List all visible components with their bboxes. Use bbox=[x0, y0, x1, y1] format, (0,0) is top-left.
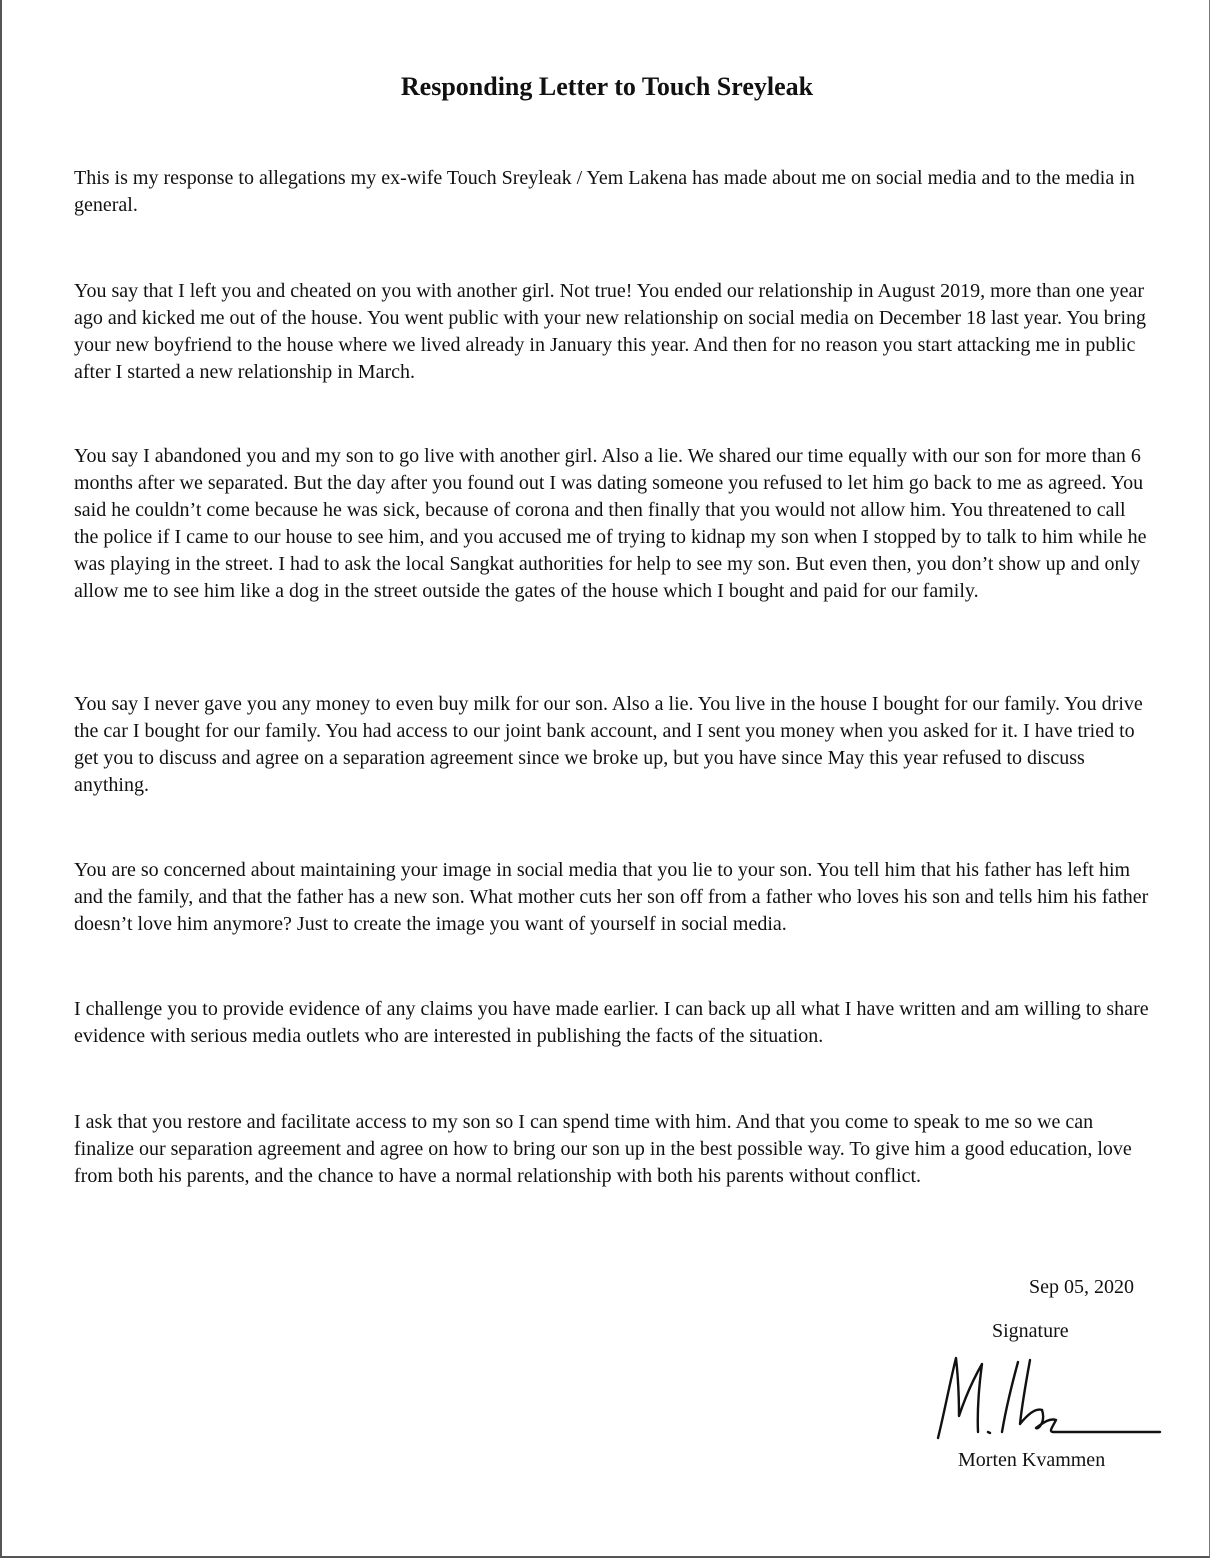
paragraph-abandonment-claim: You say I abandoned you and my son to go live with another girl. Also a lie. We shared our time equally with our son for more than 6 months after we separated. But the day after you found out I was dating someone you refused to let him go back to me as agreed. You said he couldn’t come because he was sick, because of corona and then finally that you would not allow him. You threatened to call the police if I came to our house to see him, and you accused me of trying to kidnap my son when I stopped by to talk to him while he was playing in the street. I had to ask the local Sangkat authorities for help to see my son. But even then, you don’t show up and only allow me to see him like a dog in the street outside the gates of the house which I bought and paid for our family. bbox=[74, 445, 1147, 602]
paragraph-intro: This is my response to allegations my ex-wife Touch Sreyleak / Yem Lakena has made about me on social media and to the media in general. bbox=[74, 167, 1135, 216]
paragraph-request: I ask that you restore and facilitate access to my son so I can spend time with him. And that you come to speak to me so we can finalize our separation agreement and agree on how to bring our son up in the best possible way. To give him a good education, love from both his parents, and the chance to have a normal relationship with both his parents without conflict. bbox=[74, 1111, 1132, 1187]
handwritten-signature bbox=[932, 1352, 1167, 1444]
paragraph-cheating-claim: You say that I left you and cheated on you with another girl. Not true! You ended our relationship in August 2019, more than one year ago and kicked me out of the house. You went public with your new relationship on social media on December 18 last year. You bring your new boyfriend to the house where we lived already in January this year. And then for no reason you start attacking me in public after I started a new relationship in March. bbox=[74, 280, 1147, 383]
letter-date: Sep 05, 2020 bbox=[1029, 1276, 1134, 1298]
signer-name: Morten Kvammen bbox=[958, 1449, 1106, 1471]
paragraph-evidence-challenge: I challenge you to provide evidence of any claims you have made earlier. I can back up all what I have written and am willing to share evidence with serious media outlets who are interested in publishing the facts of the situation. bbox=[74, 998, 1149, 1047]
signature-label: Signature bbox=[992, 1320, 1069, 1342]
paragraph-image-concern: You are so concerned about maintaining your image in social media that you lie to your son. You tell him that his father has left him and the family, and that the father has a new son. What mother cuts her son off from a father who loves his son and tells him his father doesn’t love him anymore? Just to create the image you want of yourself in social media. bbox=[74, 859, 1149, 935]
letter-title: Responding Letter to Touch Sreyleak bbox=[400, 72, 814, 101]
paragraph-money-claim: You say I never gave you any money to even buy milk for our son. Also a lie. You live in the house I bought for our family. You drive the car I bought for our family. You had access to our joint bank account, and I sent you money when you asked for it. I have tried to get you to discuss and agree on a separation agreement since we broke up, but you have since May this year refused to discuss anything. bbox=[74, 693, 1143, 796]
